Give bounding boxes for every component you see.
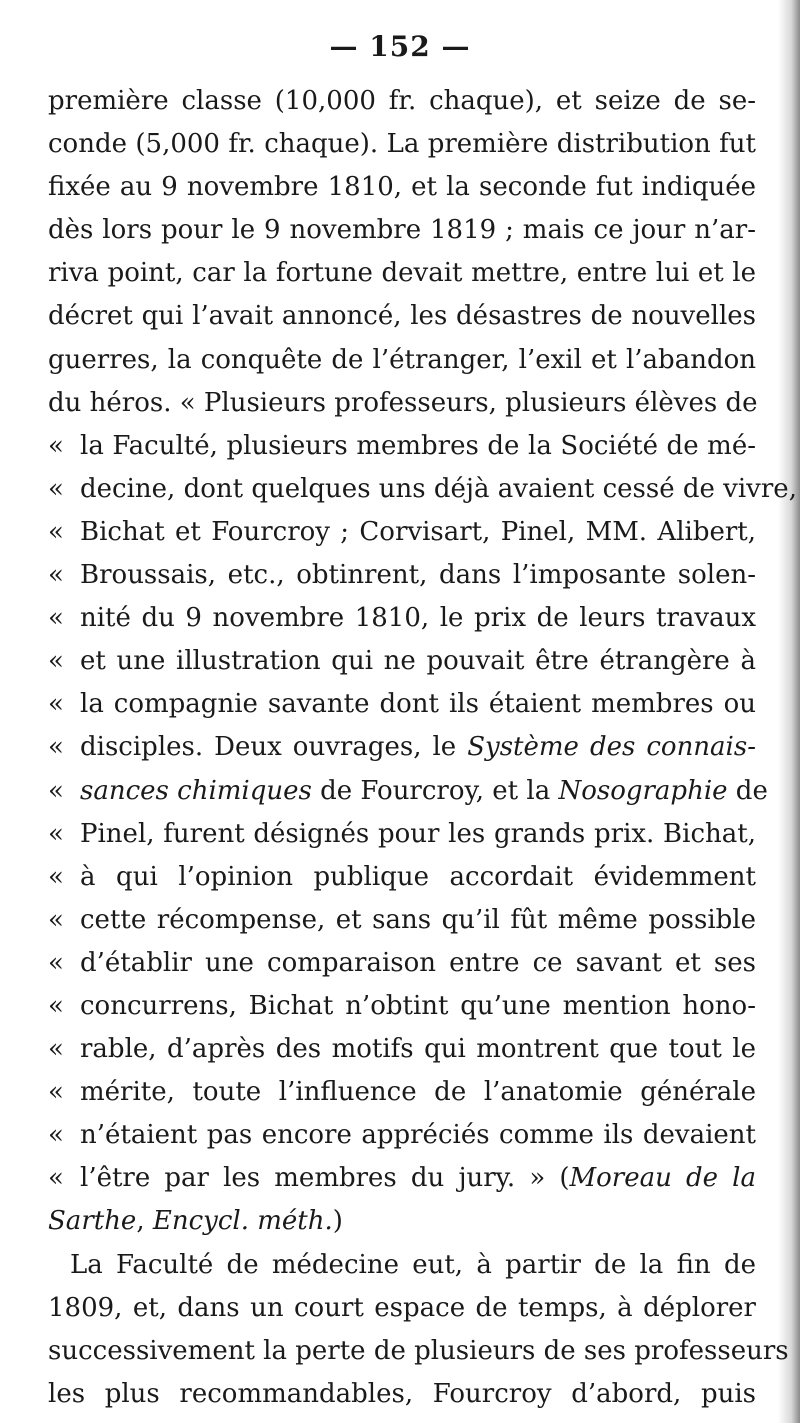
quote-mark: « (48, 646, 64, 677)
text-line-12: « Broussais, etc., obtinrent, dans l’imposante solen- (48, 554, 756, 597)
body-text (48, 80, 797, 1416)
quote-mark: « (48, 1163, 64, 1194)
text-line-31: les plus recommandables, Fourcroy d’abord, puis (48, 1378, 756, 1409)
text-line-5: riva point, car la fortune devait mettre, entre lui et le (48, 258, 756, 289)
quote-mark: « (48, 560, 64, 591)
italic-citation: Encycl. méth. (152, 1206, 333, 1237)
text-line-17: « sances chimiques de Fourcroy, et la Nosographie de (48, 770, 756, 813)
quote-mark: « (48, 732, 64, 763)
quote-mark: « (48, 861, 64, 892)
quote-mark: « (48, 904, 64, 935)
text-line-2: conde (5,000 fr. chaque). La première distribution fut (48, 129, 756, 160)
text-line-9: « la Faculté, plusieurs membres de la Société de mé- (48, 425, 756, 468)
text-line-16: « disciples. Deux ouvrages, le Système des connais- (48, 726, 756, 769)
text-line-3: fixée au 9 novembre 1810, et la seconde fut indiquée (48, 172, 756, 203)
text-line-29: 1809, et, dans un court espace de temps, à déplorer (48, 1292, 756, 1323)
text-line-18: « Pinel, furent désignés pour les grands prix. Bichat, (48, 813, 756, 856)
text-line-7: guerres, la conquête de l’étranger, l’exil et l’abandon (48, 344, 756, 375)
quote-mark: « (48, 689, 64, 720)
text-line-13: « nité du 9 novembre 1810, le prix de leurs travaux (48, 597, 756, 640)
text-line-25: « n’étaient pas encore appréciés comme ils devaient (48, 1114, 756, 1157)
text-line-27: Sarthe, Encycl. méth.) (48, 1206, 343, 1237)
quote-mark: « (48, 818, 64, 849)
quote-mark: « (48, 516, 64, 547)
quote-mark: « (48, 603, 64, 634)
text-line-20: « cette récompense, et sans qu’il fût même possible (48, 899, 756, 942)
page-number: — 152 — (329, 30, 471, 63)
text-line-22: « concurrens, Bichat n’obtint qu’une mention hono- (48, 985, 756, 1028)
quote-mark: « (48, 1077, 64, 1108)
text-line-15: « la compagnie savante dont ils étaient membres ou (48, 683, 756, 726)
text-line-8: du héros. « Plusieurs professeurs, plusieurs élèves de (48, 387, 758, 418)
text-line-14: « et une illustration qui ne pouvait être étrangère à (48, 640, 756, 683)
text-line-11: « Bichat et Fourcroy ; Corvisart, Pinel, MM. Alibert, (48, 511, 756, 554)
text-line-10: « decine, dont quelques uns déjà avaient cessé de vivre, (48, 468, 756, 511)
quote-mark: « (48, 1034, 64, 1065)
text-line-6: décret qui l’avait annoncé, les désastres de nouvelles (48, 301, 756, 332)
quote-mark: « (48, 473, 64, 504)
quote-mark: « (48, 430, 64, 461)
text-line-19: « à qui l’opinion publique accordait évidemment (48, 856, 756, 899)
quote-mark: « (48, 1120, 64, 1151)
text-line-21: « d’établir une comparaison entre ce savant et ses (48, 942, 756, 985)
quote-mark: « (48, 947, 64, 978)
quote-mark: « (48, 775, 64, 806)
text-line-30: successivement la perte de plusieurs de ses professeurs (48, 1335, 789, 1366)
italic-title: Système des connais- (467, 732, 756, 763)
text-line-28: La Faculté de médecine eut, à partir de la fin de (70, 1249, 756, 1280)
italic-citation: Sarthe (48, 1206, 137, 1237)
quote-mark: « (48, 990, 64, 1021)
text-line-26: « l’être par les membres du jury. » (Moreau de la (48, 1157, 756, 1200)
text-line-4: dès lors pour le 9 novembre 1819 ; mais ce jour n’ar- (48, 215, 756, 246)
text-line-1: première classe (10,000 fr. chaque), et seize de se- (48, 86, 756, 116)
italic-citation: Moreau de la (569, 1163, 757, 1194)
text-line-24: « mérite, toute l’influence de l’anatomie générale (48, 1071, 756, 1114)
italic-title: Nosographie (558, 775, 728, 806)
page-edge-shadow (778, 0, 800, 1423)
text-line-23: « rable, d’après des motifs qui montrent que tout le (48, 1028, 756, 1071)
italic-title: sances chimiques (80, 775, 312, 806)
